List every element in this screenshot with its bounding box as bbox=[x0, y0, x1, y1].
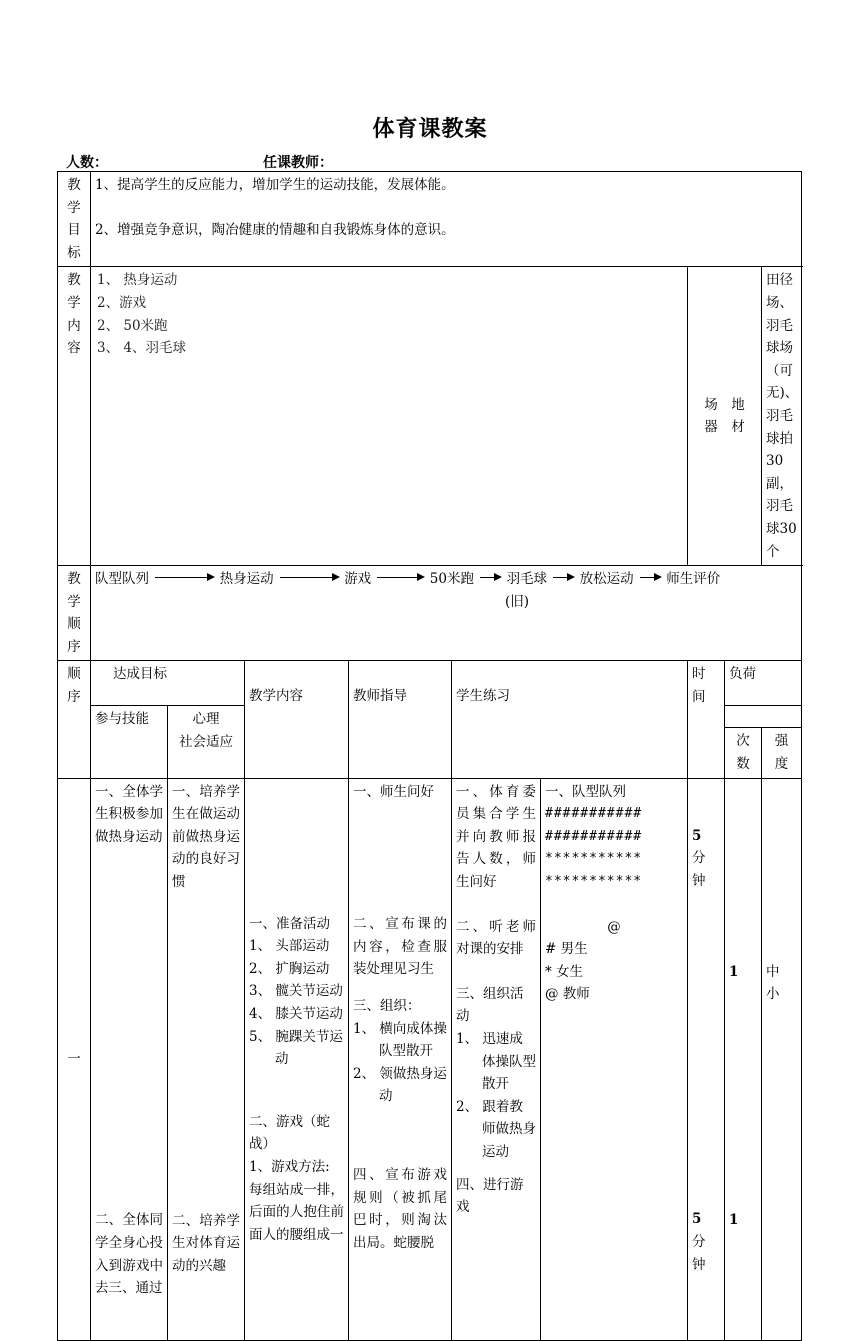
sequence-step: 50米跑 bbox=[429, 571, 474, 588]
goal-line-2: 2、增强竞争意识，陶冶健康的情趣和自我锻炼身体的意识。 bbox=[95, 221, 455, 238]
lesson-plan-table bbox=[57, 171, 802, 1341]
formation-row-girls: *********** bbox=[545, 874, 643, 890]
goals-text bbox=[91, 172, 802, 267]
header-goal: 达成目标 bbox=[91, 661, 245, 706]
psych-cell: 一、培养学生在做运动前做热身运动的良好习惯 二、培养学生对体育运动的兴趣 bbox=[168, 778, 245, 1340]
venue-text: 田径场、羽毛球场（可无)、羽毛球拍30副，羽毛球30个 bbox=[762, 267, 802, 566]
time-cell: 5 分 钟 5 分 钟 bbox=[688, 778, 725, 1340]
teacher-label: 任课教师： bbox=[263, 155, 333, 171]
header-order: 顺 序 bbox=[58, 661, 91, 778]
arrow-icon bbox=[640, 577, 660, 578]
content-row bbox=[58, 267, 802, 566]
header-teach-content: 教学内容 bbox=[245, 661, 349, 778]
goals-row bbox=[58, 172, 802, 267]
arrow-icon bbox=[553, 577, 573, 578]
sequence-step: 放松运动 bbox=[579, 571, 634, 588]
header-load: 负荷 bbox=[725, 661, 802, 706]
legend-item: * 女生 bbox=[545, 963, 584, 980]
sequence-row bbox=[58, 566, 802, 661]
people-label: 人数： bbox=[66, 155, 108, 171]
header-count: 次 数 bbox=[725, 728, 762, 778]
arrow-icon bbox=[480, 577, 500, 578]
venue-label: 场 地 器 材 bbox=[688, 267, 762, 566]
skill-cell: 一、全体学生积极参加做热身运动 二、全体同学全身心投入到游戏中去三、通过 bbox=[91, 778, 168, 1340]
formation-row-girls: *********** bbox=[545, 851, 643, 867]
header-psych: 心理 社会适应 bbox=[168, 706, 245, 778]
sequence-step: 游戏 bbox=[344, 571, 372, 588]
header-intensity: 强 度 bbox=[762, 728, 802, 778]
header-load-spacer bbox=[725, 706, 802, 728]
sequence-step: 队型队列 bbox=[95, 571, 149, 588]
page-title: 体育课教案 bbox=[372, 116, 488, 142]
arrow-icon bbox=[280, 577, 338, 578]
header-practice: 学生练习 bbox=[452, 661, 688, 778]
arrow-icon bbox=[377, 577, 423, 578]
practice-cell: 一、体育委员集合学生并向教师报告人数，师生问好 二、听老师对课的安排 三、组织活动 1、 迅速成体操队型散开 2、 跟着教师做热身运动 四、进行游戏 bbox=[452, 778, 541, 1340]
sequence-step: 羽毛球 bbox=[506, 571, 548, 588]
section-number: 一 bbox=[58, 778, 91, 1340]
legend-item: @ 教师 bbox=[545, 986, 590, 1003]
formation-row-boys: ########### bbox=[545, 828, 643, 844]
goals-label: 教 学 目 标 bbox=[58, 172, 91, 267]
teacher-mark: @ bbox=[607, 918, 621, 935]
sequence-flow bbox=[91, 566, 802, 661]
formation-cell: 一、队型队列 ########### ########### *********** *********** @ # 男生 * 女生 @ 教师 bbox=[541, 778, 688, 1340]
goal-line-1: 1、提高学生的反应能力，增加学生的运动技能，发展体能。 bbox=[95, 177, 455, 193]
content-label: 教 学 内 容 bbox=[58, 267, 91, 566]
header-time: 时 间 bbox=[688, 661, 725, 778]
intensity-cell: 中 小 bbox=[762, 778, 802, 1340]
legend-item: # 男生 bbox=[545, 941, 588, 958]
teach-content-cell: 一、准备活动 1、 头部运动 2、 扩胸运动 3、 髋关节运动 4、 膝关节运动 5、 腕踝关节运动 二、游戏（蛇战） 1、游戏方法: 每组站成一排，后面的人抱住前面人的腰组成一 bbox=[245, 778, 349, 1340]
sequence-step: 热身运动 bbox=[219, 571, 274, 588]
content-item: 2、游戏 bbox=[97, 294, 147, 311]
content-item: 3、 4、羽毛球 bbox=[97, 340, 186, 357]
header-guide: 教师指导 bbox=[349, 661, 452, 778]
sequence-step: 师生评价 bbox=[666, 571, 721, 588]
body-row bbox=[58, 778, 802, 1340]
header-row bbox=[58, 661, 802, 706]
content-items bbox=[91, 267, 688, 566]
sequence-note: (旧) bbox=[505, 593, 530, 610]
guide-cell: 一、师生问好 二、宣布课的内容，检查服装处理见习生 三、组织： 1、 横向成体操队型散开 2、 领做热身运动 四、宣布游戏规则（被抓尾巴时，则淘汰出局。蛇腰脱 bbox=[349, 778, 452, 1340]
header-skill: 参与技能 bbox=[91, 706, 168, 778]
formation-row-boys: ########### bbox=[545, 806, 643, 822]
count-cell: 1 1 bbox=[725, 778, 762, 1340]
arrow-icon bbox=[155, 577, 213, 578]
sequence-label: 教 学 顺 序 bbox=[58, 566, 91, 661]
content-item: 2、 50米跑 bbox=[97, 317, 168, 334]
content-item: 1、 热身运动 bbox=[97, 272, 178, 289]
